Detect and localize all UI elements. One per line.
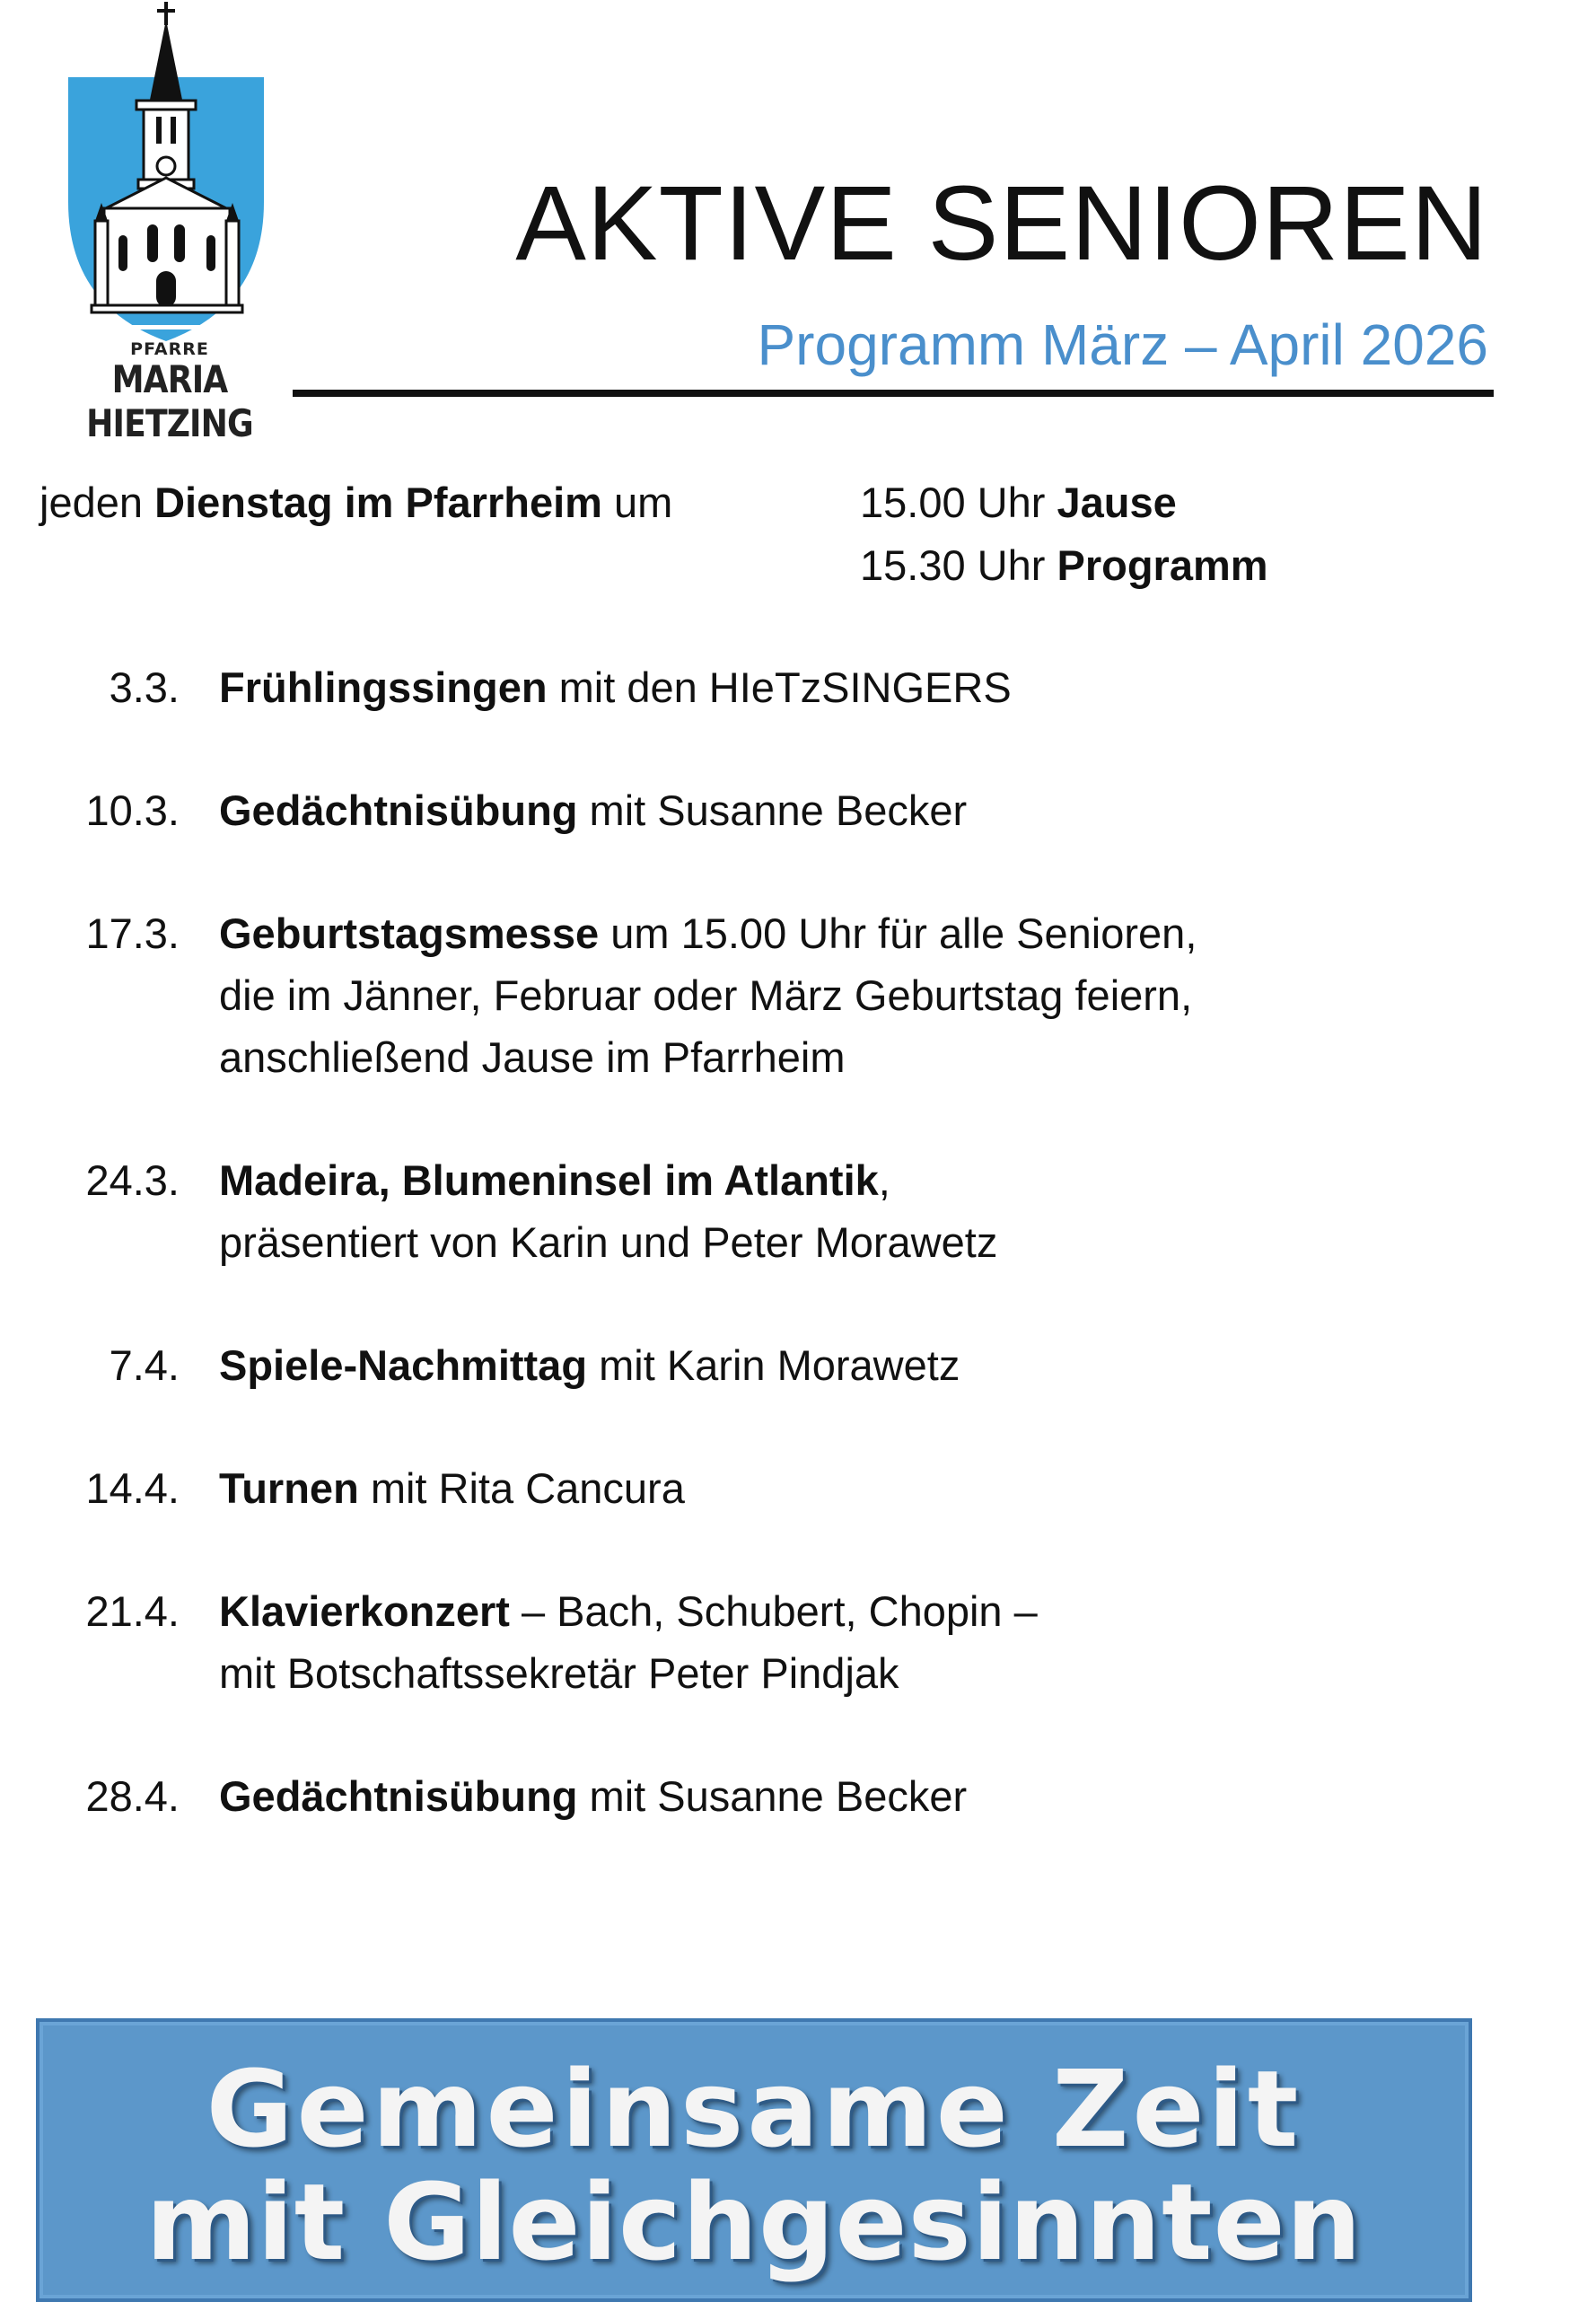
event-description (219, 902, 1197, 1088)
list-item (39, 1580, 1197, 1704)
event-date: 7.4. (109, 1341, 180, 1389)
parish-logo (39, 0, 300, 445)
event-title: Geburtstagsmesse (219, 909, 600, 957)
event-title: Frühlingssingen (219, 663, 548, 711)
time-programm (860, 534, 1268, 597)
page-subtitle: Programm März – April 2026 (757, 312, 1488, 377)
church-shield-icon (39, 0, 300, 341)
event-date: 14.4. (85, 1464, 180, 1512)
event-description (219, 656, 1012, 718)
event-title: Spiele-Nachmittag (219, 1341, 588, 1389)
event-detail: mit Karin Morawetz (587, 1341, 960, 1389)
event-line (219, 1457, 685, 1519)
event-title: Madeira, Blumeninsel im Atlantik (219, 1156, 879, 1204)
event-list (39, 656, 1197, 1888)
event-description (219, 1765, 967, 1827)
time-programm-label: Programm (1057, 541, 1268, 589)
intro-suffix: um (601, 479, 673, 526)
event-detail: um 15.00 Uhr für alle Senioren, (599, 909, 1197, 957)
event-date: 3.3. (109, 663, 180, 711)
event-date: 21.4. (85, 1587, 180, 1635)
list-item (39, 656, 1197, 718)
event-detail: – Bach, Schubert, Chopin – (509, 1587, 1038, 1635)
event-date: 24.3. (85, 1156, 180, 1204)
event-detail: mit Susanne Becker (577, 1772, 968, 1820)
event-date: 28.4. (85, 1772, 180, 1820)
event-line-continued: anschließend Jause im Pfarrheim (219, 1033, 846, 1081)
banner-line-2: mit Gleichgesinnten (145, 2160, 1363, 2284)
logo-parish-name: MARIA HIETZING (86, 357, 253, 445)
event-line (219, 779, 967, 841)
event-detail: mit den HIeTzSINGERS (547, 663, 1012, 711)
event-title: Gedächtnisübung (219, 786, 578, 834)
event-line (219, 902, 1197, 964)
event-line-continued: mit Botschaftssekretär Peter Pindjak (219, 1649, 899, 1697)
event-description (219, 1457, 685, 1519)
event-line (219, 656, 1012, 718)
event-description (219, 1580, 1038, 1704)
event-description (219, 1149, 997, 1273)
page-title: AKTIVE SENIOREN (515, 164, 1488, 283)
list-item (39, 1765, 1197, 1827)
event-line (219, 1149, 997, 1211)
list-item (39, 1457, 1197, 1519)
logo-small-label: PFARRE (130, 339, 209, 359)
intro-place: Dienstag im Pfarrheim (154, 479, 602, 526)
time-jause (860, 471, 1268, 534)
event-line-continued: präsentiert von Karin und Peter Morawetz (219, 1218, 998, 1266)
event-title: Turnen (219, 1464, 359, 1512)
intro-prefix: jeden (39, 479, 155, 526)
time-jause-time: 15.00 Uhr (860, 479, 1057, 526)
list-item (39, 1149, 1197, 1273)
time-programm-time: 15.30 Uhr (860, 541, 1057, 589)
header-divider (293, 390, 1494, 397)
slogan-banner (36, 2018, 1472, 2302)
event-line-continued: die im Jänner, Februar oder März Geburtstag feiern, (219, 971, 1193, 1019)
event-detail: , (878, 1156, 890, 1204)
list-item (39, 779, 1197, 841)
list-item (39, 902, 1197, 1088)
event-title: Klavierkonzert (219, 1587, 510, 1635)
event-line (219, 1334, 960, 1396)
intro-schedule (39, 471, 672, 534)
event-date: 10.3. (85, 786, 180, 834)
event-title: Gedächtnisübung (219, 1772, 578, 1820)
event-date: 17.3. (85, 909, 180, 957)
list-item (39, 1334, 1197, 1396)
event-line (219, 1765, 967, 1827)
event-description (219, 779, 967, 841)
event-detail: mit Rita Cancura (358, 1464, 685, 1512)
event-line (219, 1580, 1038, 1642)
banner-line-1: Gemeinsame Zeit (206, 2047, 1302, 2171)
event-description (219, 1334, 960, 1396)
event-detail: mit Susanne Becker (577, 786, 968, 834)
intro-times (860, 471, 1268, 597)
time-jause-label: Jause (1057, 479, 1177, 526)
